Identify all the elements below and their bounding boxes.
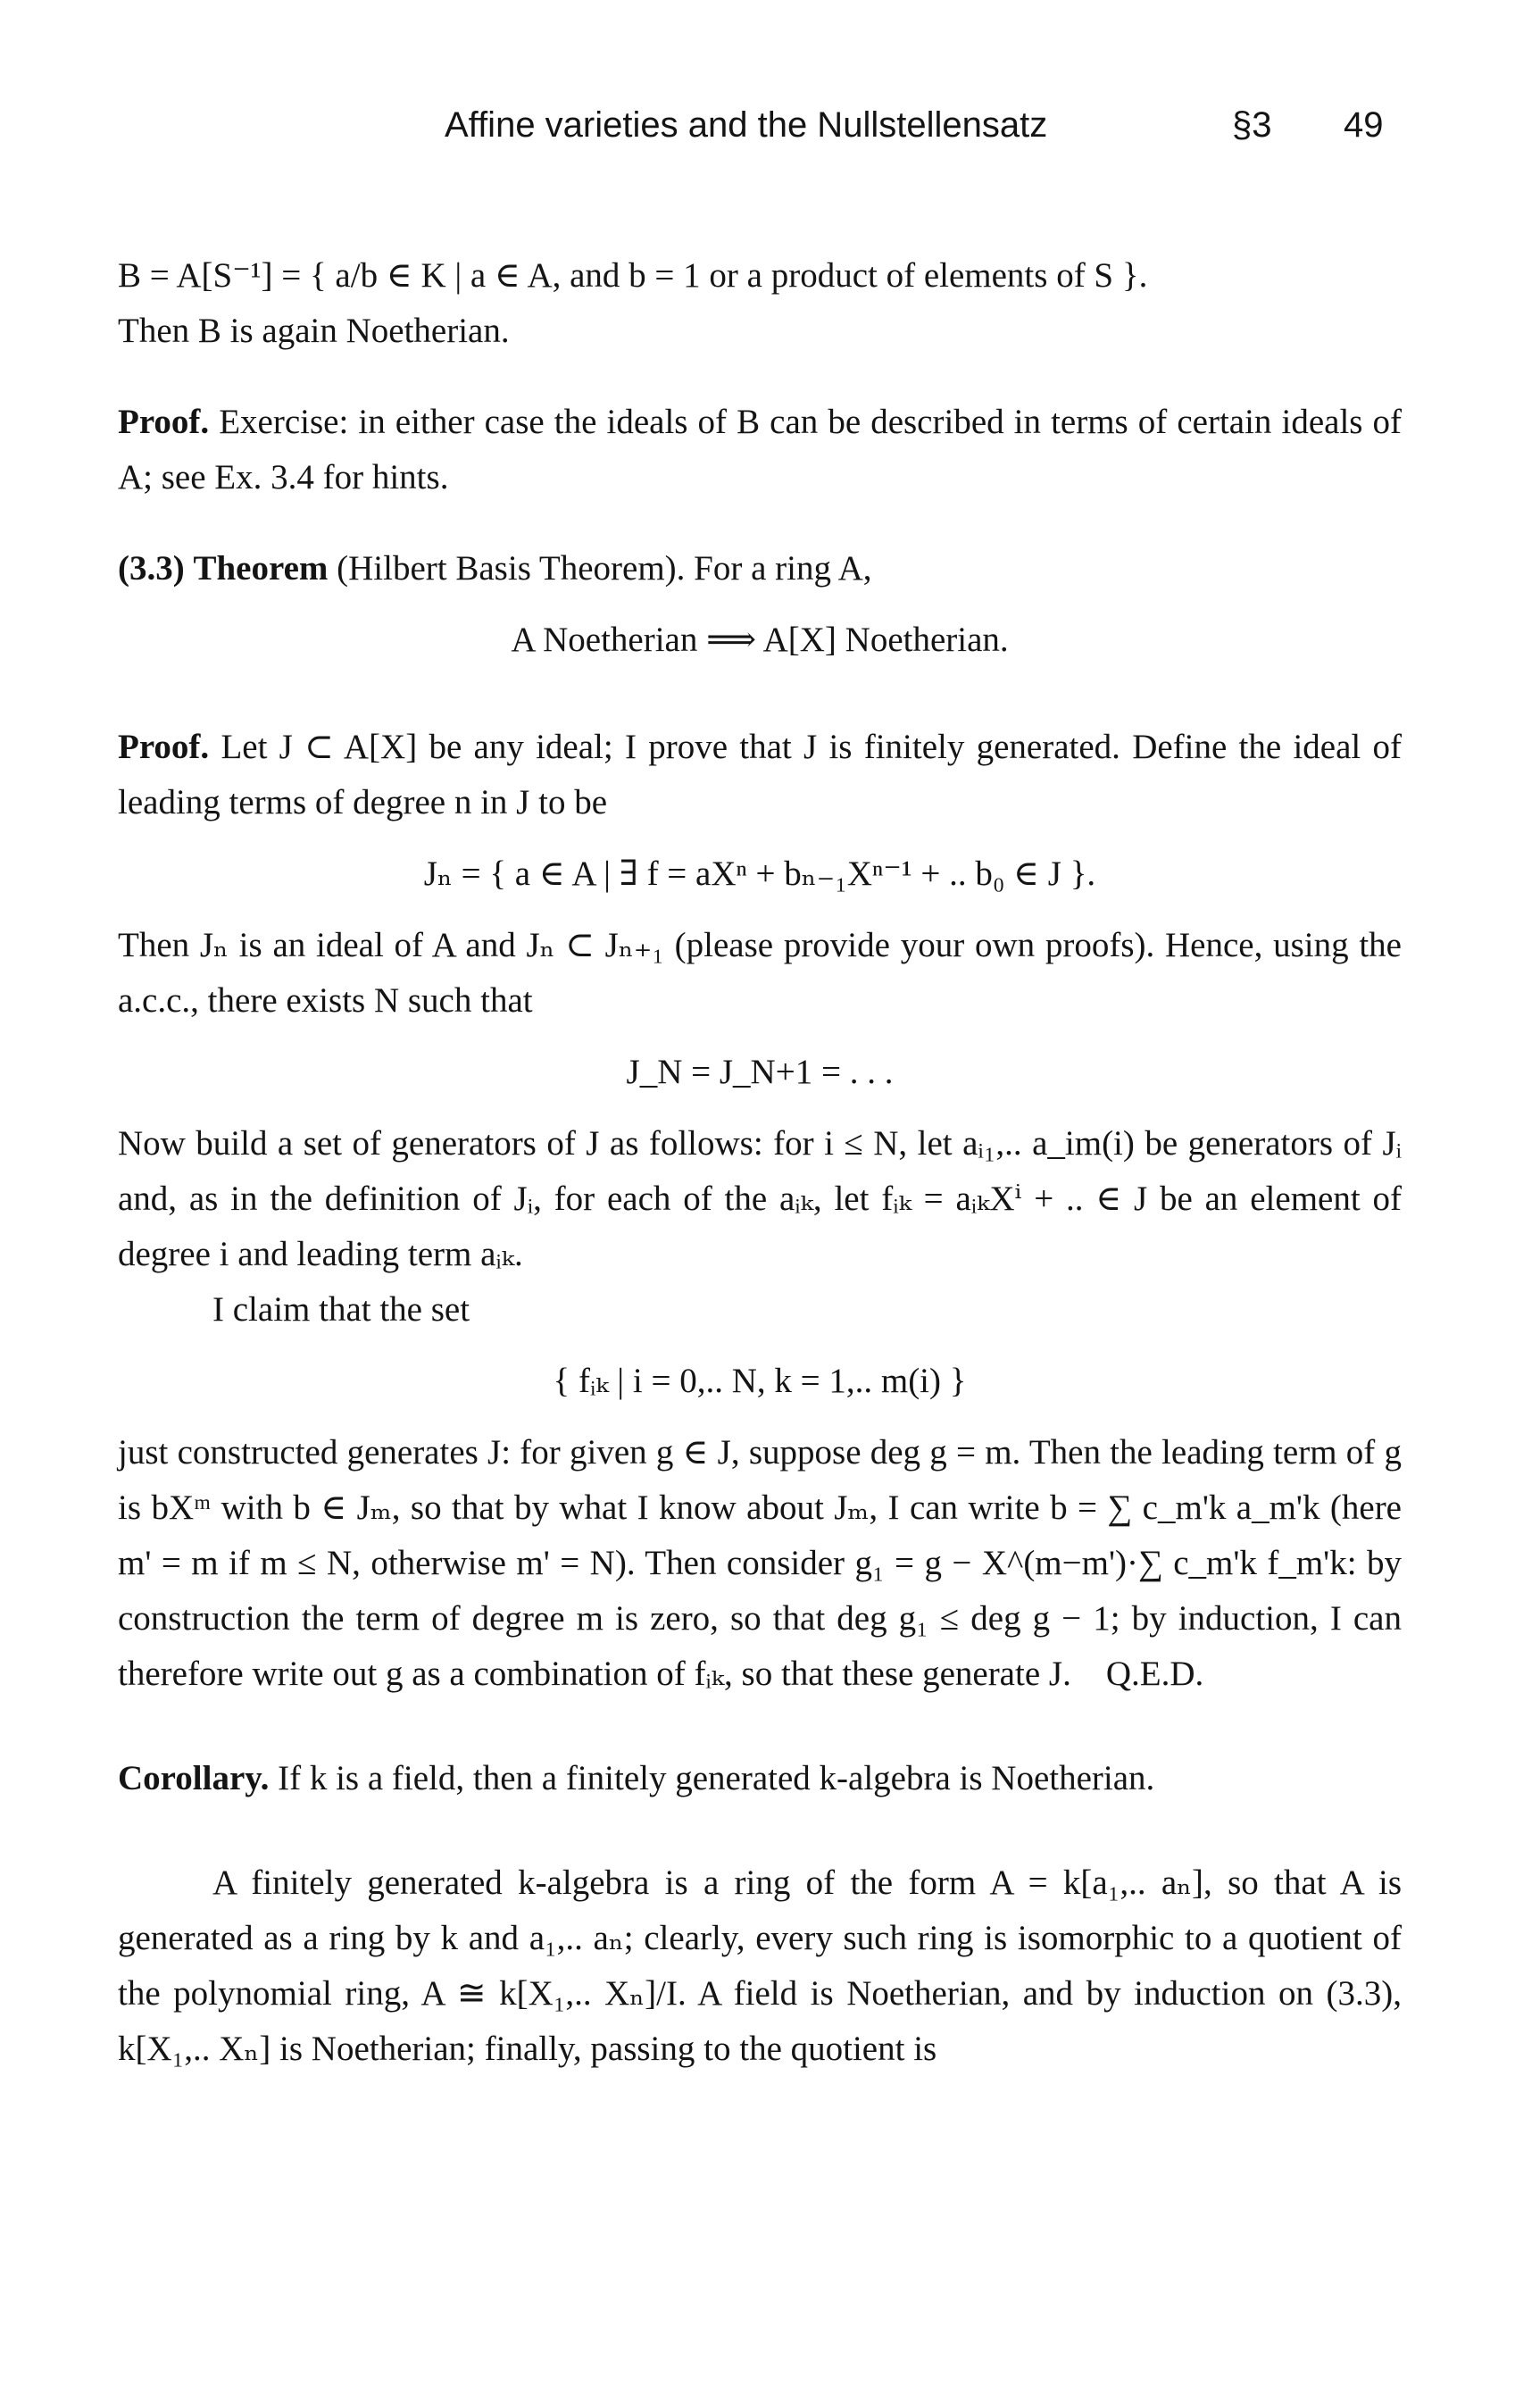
jn-display: Jₙ = { a ∈ A | ∃ f = aXⁿ + bₙ₋₁Xⁿ⁻¹ + .. b₀ ∈ J }. [423,855,1096,893]
generator-set-display: { fᵢₖ | i = 0,.. N, k = 1,.. m(i) } [553,1362,967,1400]
running-header [0,105,1540,159]
theorem-label: Theorem [193,549,329,588]
proof-theorem-paragraph [118,720,1402,830]
claim-line: I claim that the set [212,1290,470,1329]
theorem-statement [118,541,1402,596]
generators-paragraph: Now build a set of generators of J as follows: for i ≤ N, let aᵢ₁,.. a_im(i) be generators of Jᵢ and, as in the definition of Jᵢ, for each of the aᵢₖ, let fᵢₖ = aᵢₖXⁱ + .. ∈ J be an element of degree i and leading term aᵢₖ. [118,1124,1402,1273]
proof-exercise-text: Exercise: in either case the ideals of B can be described in terms of certain ideals of A; see Ex. 3.4 for hints. [118,403,1403,496]
corollary-statement [118,1751,1402,1806]
chapter-title: Affine varieties and the Nullstellensatz [445,105,1048,145]
page-number: 49 [1344,105,1384,145]
jn-ideal-paragraph: Then Jₙ is an ideal of A and Jₙ ⊂ Jₙ₊₁ (please provide your own proofs). Hence, using the a.c.c., there exists N such that [118,926,1402,1020]
construction-paragraph [118,1425,1402,1702]
proof-theorem-text: Let J ⊂ A[X] be any ideal; I prove that J is finitely generated. Define the ideal of leading terms of degree n in J to be [118,728,1402,821]
corollary-label: Corollary. [118,1759,270,1797]
corollary-text: If k is a field, then a finitely generated k-algebra is Noetherian. [278,1759,1155,1797]
construction-text: just constructed generates J: for given g ∈ J, suppose deg g = m. Then the leading term of g is bXᵐ with b ∈ Jₘ, so that by what I know about Jₘ, I can write b = ∑ c_m'k a_m'k (here m' = m if m ≤ N, otherwise m' = N). Then consider g₁ = g − X^(m−m')·∑ c_m'k f_m'k: by construction the term of degree m is zero, so that deg g₁ ≤ deg g − 1; by induction, I can therefore write out g as a combination of fᵢₖ, so that these generate J. [118,1433,1402,1693]
page-body [118,248,1402,2077]
proof-label: Proof. [118,728,210,766]
qed-mark: Q.E.D. [1105,1655,1204,1693]
proof-exercise-paragraph [118,395,1402,505]
final-paragraph: A finitely generated k-algebra is a ring of the form A = k[a₁,.. aₙ], so that A is generated as a ring by k and a₁,.. aₙ; clearly, every such ring is isomorphic to a quotient of the polynomial ring, A ≅ k[X₁,.. Xₙ]/I. A field is Noetherian, and by induction on (3.3), k[X₁,.. Xₙ] is Noetherian; finally, passing to the quotient is [118,1864,1402,2068]
theorem-number: (3.3) [118,549,185,588]
theorem-text: (Hilbert Basis Theorem). For a ring A, [337,549,872,588]
section-number: §3 [1232,105,1272,145]
b-noetherian-line: Then B is again Noetherian. [118,312,510,350]
theorem-display: A Noetherian ⟹ A[X] Noetherian. [511,621,1009,659]
b-definition-line: B = A[S⁻¹] = { a/b ∈ K | a ∈ A, and b = 1 or a product of elements of S }. [118,256,1148,295]
jN-display: J_N = J_N+1 = . . . [626,1053,894,1091]
proof-label: Proof. [118,403,210,441]
